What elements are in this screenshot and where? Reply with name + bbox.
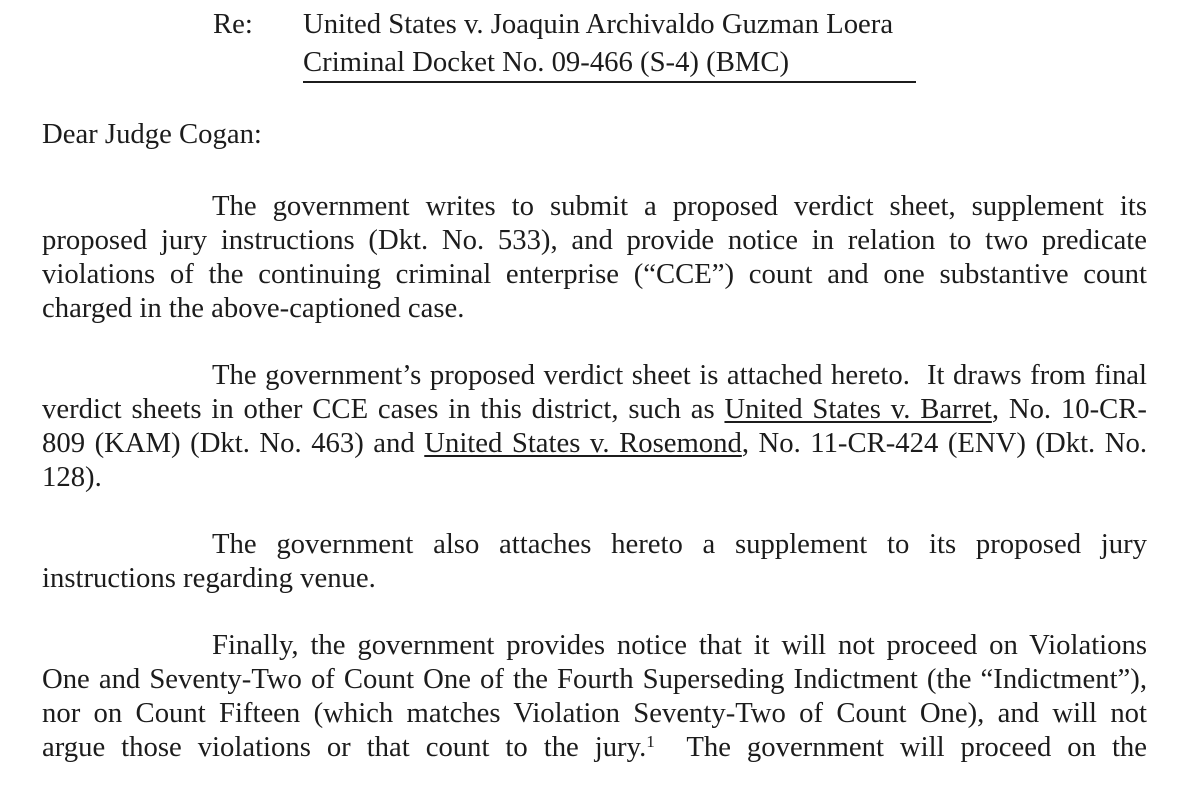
text-segment: instructions regarding venue.: [42, 562, 376, 594]
text-line: [42, 561, 1147, 595]
text-segment: 128).: [42, 461, 102, 493]
case-citation: United States v. Rosemond: [424, 427, 742, 459]
case-caption: United States v. Joaquin Archivaldo Guzman Loera: [303, 8, 894, 40]
paragraph: [42, 189, 1147, 325]
text-line: [42, 223, 1147, 257]
text-segment: violations of the continuing criminal enterprise (“CCE”) count and one substantive count: [42, 258, 1147, 290]
text-segment: nor on Count Fifteen (which matches Violation Seventy-Two of Count One), and will not: [42, 697, 1147, 729]
paragraph: [42, 527, 1147, 595]
text-line: [42, 628, 1147, 662]
text-segment: The government will proceed on the: [654, 731, 1148, 763]
text-line: [42, 291, 1147, 325]
text-segment: verdict sheets in other CCE cases in this district, such as: [42, 393, 725, 425]
re-row-docket: [213, 43, 1147, 83]
paragraph: [42, 358, 1147, 494]
text-segment: argue those violations or that count to the jury.: [42, 731, 647, 763]
text-segment: The government also attaches hereto a supplement to its proposed jury: [212, 528, 1147, 560]
paragraph: [42, 628, 1147, 768]
text-line: [42, 392, 1147, 426]
letter-body: [42, 189, 1147, 768]
text-segment: The government’s proposed verdict sheet is attached hereto. It draws from final: [212, 359, 1147, 391]
text-segment: 809 (KAM) (Dkt. No. 463) and: [42, 427, 425, 459]
text-line: [42, 358, 1147, 392]
text-line: [42, 696, 1147, 730]
re-label: Re:: [213, 8, 253, 40]
text-line: [42, 257, 1147, 291]
text-segment: Finally, the government provides notice that it will not proceed on Violations: [212, 629, 1147, 661]
re-block: [213, 5, 1147, 83]
case-citation: United States v. Barret: [724, 393, 992, 425]
text-line: [42, 426, 1147, 460]
text-line: [42, 662, 1147, 696]
text-line: [42, 730, 1147, 768]
text-segment: proposed jury instructions (Dkt. No. 533), and provide notice in relation to two predicate: [42, 224, 1147, 256]
text-segment: charged in the above-captioned case.: [42, 292, 465, 324]
footnote-reference: 1: [646, 732, 655, 752]
text-line: [42, 527, 1147, 561]
text-segment: One and Seventy-Two of Count One of the Fourth Superseding Indictment (the “Indictment”),: [42, 663, 1147, 695]
salutation: Dear Judge Cogan:: [42, 118, 262, 150]
text-segment: The government writes to submit a proposed verdict sheet, supplement its: [212, 190, 1147, 222]
docket-number: Criminal Docket No. 09-466 (S-4) (BMC): [303, 43, 916, 83]
text-segment: , No. 10-CR-: [991, 393, 1147, 425]
re-row-case: [213, 5, 1147, 43]
text-line: [42, 460, 1147, 494]
text-segment: , No. 11-CR-424 (ENV) (Dkt. No.: [741, 427, 1147, 459]
text-line: [42, 189, 1147, 223]
